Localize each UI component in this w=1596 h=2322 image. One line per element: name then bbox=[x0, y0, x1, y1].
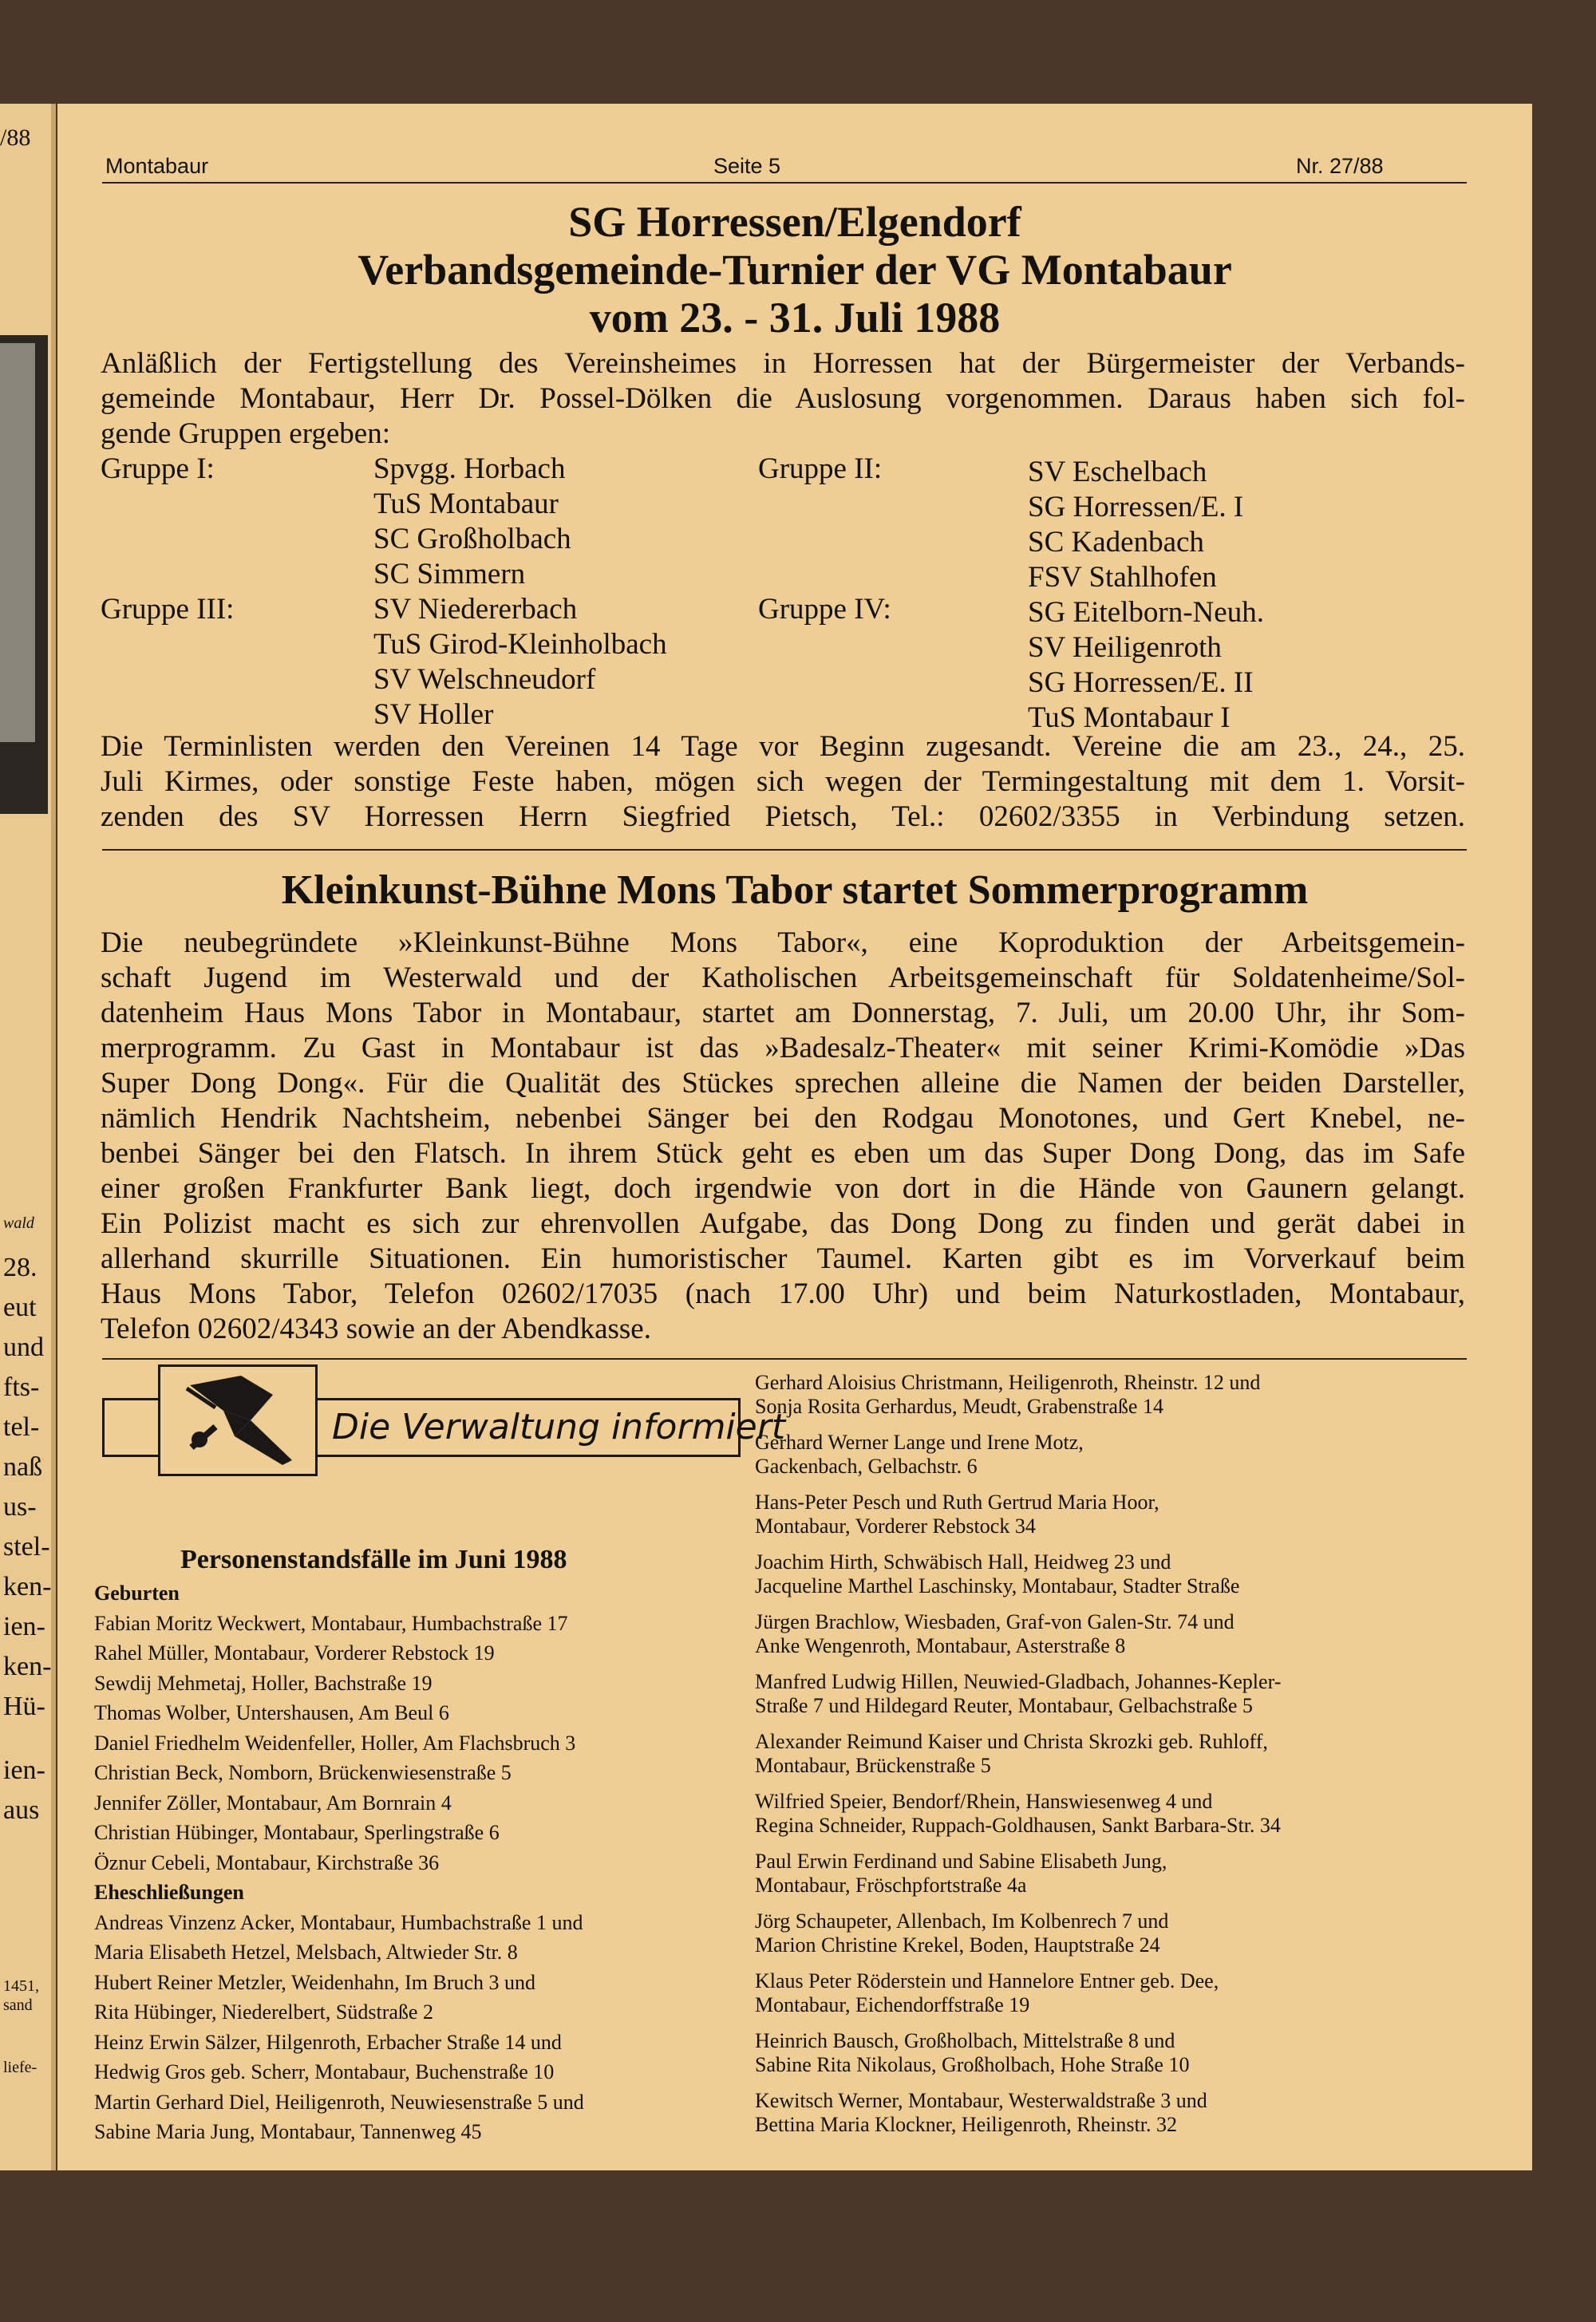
team: FSV Stahlhofen bbox=[1028, 561, 1217, 594]
team: SC Großholbach bbox=[373, 523, 571, 555]
tournament-headline: SG Horressen/Elgendorf bbox=[568, 198, 1021, 246]
article-line: Die neubegründete »Kleinkunst-Bühne Mons Tabor«, eine Koproduktion der Arbeitsgemein- bbox=[101, 926, 1465, 959]
record-line: Montabaur, Brückenstraße 5 bbox=[755, 1754, 991, 1777]
article-line: Haus Mons Tabor, Telefon 02602/17035 (nach 17.00 Uhr) und beim Naturkostladen, Montabaur, bbox=[101, 1277, 1465, 1310]
section-rule bbox=[102, 849, 1467, 851]
record-line: Montabaur, Fröschpfortstraße 4a bbox=[755, 1874, 1027, 1897]
article-line: schaft Jugend im Westerwald und der Katholischen Arbeitsgemeinschaft für Soldatenheime/Sol- bbox=[101, 962, 1465, 994]
adjacent-fragment: ken- bbox=[3, 1652, 52, 1681]
adjacent-fragment: ken- bbox=[3, 1572, 52, 1601]
adjacent-fragment: 28. bbox=[3, 1253, 38, 1282]
adjacent-fragment: tel- bbox=[3, 1412, 40, 1442]
intro-line: gende Gruppen ergeben: bbox=[101, 417, 391, 450]
record-line: Paul Erwin Ferdinand und Sabine Elisabeth Jung, bbox=[755, 1850, 1167, 1873]
record-line: Sewdij Mehmetaj, Holler, Bachstraße 19 bbox=[94, 1671, 433, 1695]
record-line: Klaus Peter Röderstein und Hannelore Entner geb. Dee, bbox=[755, 1969, 1219, 1992]
adjacent-fragment: und bbox=[3, 1333, 44, 1362]
record-line: Anke Wengenroth, Montabaur, Asterstraße 8 bbox=[755, 1634, 1126, 1657]
tournament-headline: vom 23. - 31. Juli 1988 bbox=[589, 294, 1001, 342]
team: SV Heiligenroth bbox=[1028, 631, 1222, 664]
group-label: Gruppe IV: bbox=[758, 593, 891, 626]
record-line: Jürgen Brachlow, Wiesbaden, Graf-von Galen-Str. 74 und bbox=[755, 1610, 1235, 1633]
record-line: Gerhard Aloisius Christmann, Heiligenroth, Rheinstr. 12 und bbox=[755, 1371, 1261, 1394]
record-line: Jörg Schaupeter, Allenbach, Im Kolbenrech 7 und bbox=[755, 1909, 1169, 1933]
header-page-number: Seite 5 bbox=[713, 154, 781, 178]
adjacent-fragment: naß bbox=[3, 1452, 43, 1482]
team: SC Kadenbach bbox=[1028, 526, 1204, 559]
record-line: Jennifer Zöller, Montabaur, Am Bornrain 4 bbox=[94, 1791, 452, 1815]
record-line: Alexander Reimund Kaiser und Christa Skrozki geb. Ruhloff, bbox=[755, 1730, 1268, 1753]
adjacent-fragment: us- bbox=[3, 1492, 37, 1522]
record-line: Maria Elisabeth Hetzel, Melsbach, Altwieder Str. 8 bbox=[94, 1941, 518, 1964]
record-line: Gerhard Werner Lange und Irene Motz, bbox=[755, 1431, 1084, 1454]
record-line: Rahel Müller, Montabaur, Vorderer Rebstock 19 bbox=[94, 1641, 495, 1664]
team: SG Horressen/E. II bbox=[1028, 666, 1254, 699]
team: SG Horressen/E. I bbox=[1028, 491, 1244, 523]
adjacent-photo-detail bbox=[0, 343, 35, 742]
record-line: Montabaur, Eichendorffstraße 19 bbox=[755, 1993, 1030, 2016]
record-line: Sabine Rita Nikolaus, Großholbach, Hohe Straße 10 bbox=[755, 2053, 1190, 2076]
logo-text: Die Verwaltung informiert bbox=[332, 1407, 786, 1447]
adjacent-fragment: Hü- bbox=[3, 1692, 45, 1721]
rubber-stamp-icon bbox=[168, 1371, 308, 1470]
section-rule bbox=[102, 1358, 1467, 1360]
record-line: Hedwig Gros geb. Scherr, Montabaur, Buchenstraße 10 bbox=[94, 2060, 555, 2083]
tournament-headline: Verbandsgemeinde-Turnier der VG Montabaur bbox=[358, 246, 1232, 294]
article-line: Telefon 02602/4343 sowie an der Abendkasse. bbox=[101, 1313, 651, 1345]
record-line: Christian Beck, Nomborn, Brückenwiesenstraße 5 bbox=[94, 1761, 512, 1784]
header-place: Montabaur bbox=[105, 154, 209, 178]
team: SV Niedererbach bbox=[373, 593, 578, 626]
group-label: Gruppe II: bbox=[758, 452, 883, 485]
article-line: allerhand skurrille Situationen. Ein humoristischer Taumel. Karten gibt es im Vorverkauf beim bbox=[101, 1242, 1465, 1275]
record-line: Wilfried Speier, Bendorf/Rhein, Hanswiesenweg 4 und bbox=[755, 1790, 1213, 1813]
team: TuS Montabaur I bbox=[1028, 701, 1231, 734]
record-line: Straße 7 und Hildegard Reuter, Montabaur, Gelbachstraße 5 bbox=[755, 1694, 1253, 1717]
section-label: Geburten bbox=[94, 1582, 180, 1605]
team: TuS Montabaur bbox=[373, 488, 559, 520]
record-line: Montabaur, Vorderer Rebstock 34 bbox=[755, 1514, 1036, 1538]
verwaltung-logo bbox=[102, 1364, 786, 1476]
adjacent-fragment: sand bbox=[3, 1996, 33, 2014]
record-line: Rita Hübinger, Niederelbert, Südstraße 2 bbox=[94, 2000, 433, 2024]
record-line: Kewitsch Werner, Montabaur, Westerwaldstraße 3 und bbox=[755, 2089, 1207, 2112]
team: SG Eitelborn-Neuh. bbox=[1028, 596, 1264, 629]
record-line: Öznur Cebeli, Montabaur, Kirchstraße 36 bbox=[94, 1850, 440, 1874]
intro-line: gemeinde Montabaur, Herr Dr. Possel-Dölken die Auslosung vorgenommen. Daraus haben sich fol- bbox=[101, 382, 1465, 415]
vital-statistics-title: Personenstandsfälle im Juni 1988 bbox=[180, 1545, 567, 1574]
adjacent-fragment: ien- bbox=[3, 1755, 45, 1785]
adjacent-fragment: stel- bbox=[3, 1532, 50, 1562]
record-line: Regina Schneider, Ruppach-Goldhausen, Sankt Barbara-Str. 34 bbox=[755, 1814, 1281, 1837]
record-line: Thomas Wolber, Untershausen, Am Beul 6 bbox=[94, 1701, 449, 1724]
record-line: Gackenbach, Gelbachstr. 6 bbox=[755, 1455, 978, 1478]
adjacent-fragment: liefe- bbox=[3, 2059, 38, 2076]
record-line: Bettina Maria Klockner, Heiligenroth, Rheinstr. 32 bbox=[755, 2113, 1177, 2136]
adjacent-fragment: wald bbox=[3, 1214, 34, 1232]
record-line: Daniel Friedhelm Weidenfeller, Holler, Am Flachsbruch 3 bbox=[94, 1731, 576, 1755]
article-line: merprogramm. Zu Gast in Montabaur ist das »Badesalz-Theater« mit seiner Krimi-Komödie »Das bbox=[101, 1032, 1465, 1064]
intro-line: Anläßlich der Fertigstellung des Vereinsheimes in Horressen hat der Bürgermeister der Verbands- bbox=[101, 347, 1465, 380]
adjacent-fragment: eut bbox=[3, 1293, 37, 1322]
record-line: Fabian Moritz Weckwert, Montabaur, Humbachstraße 17 bbox=[94, 1611, 568, 1635]
adjacent-fragment: fts- bbox=[3, 1372, 40, 1402]
record-line: Sabine Maria Jung, Montabaur, Tannenweg 45 bbox=[94, 2120, 482, 2143]
record-line: Jacqueline Marthel Laschinsky, Montabaur, Stadter Straße bbox=[755, 1574, 1240, 1597]
record-line: Christian Hübinger, Montabaur, Sperlingstraße 6 bbox=[94, 1821, 500, 1844]
adjacent-fragment: aus bbox=[3, 1795, 40, 1825]
header-rule bbox=[102, 182, 1467, 184]
closing-line: Die Terminlisten werden den Vereinen 14 Tage vor Beginn zugesandt. Vereine die am 23., 24., 25. bbox=[101, 730, 1465, 763]
article-line: einer großen Frankfurter Bank liegt, doch irgendwie von dort in die Hände von Gaunern gelangt. bbox=[101, 1172, 1465, 1205]
team: SV Eschelbach bbox=[1028, 456, 1207, 488]
team: SV Holler bbox=[373, 698, 494, 731]
article-line: benbei Sänger bei den Flatsch. In ihrem Stück geht es eben um das Super Dong Dong, das im Safe bbox=[101, 1137, 1465, 1170]
record-line: Hubert Reiner Metzler, Weidenhahn, Im Bruch 3 und bbox=[94, 1970, 536, 1994]
adjacent-fragment: ien- bbox=[3, 1612, 45, 1641]
closing-line: Juli Kirmes, oder sonstige Feste haben, mögen sich wegen der Termingestaltung mit dem 1. Vorsit- bbox=[101, 765, 1465, 798]
team: SV Welschneudorf bbox=[373, 663, 596, 696]
group-label: Gruppe I: bbox=[101, 452, 215, 485]
group-label: Gruppe III: bbox=[101, 593, 235, 626]
record-line: Manfred Ludwig Hillen, Neuwied-Gladbach, Johannes-Kepler- bbox=[755, 1670, 1282, 1693]
section-label: Eheschließungen bbox=[94, 1881, 244, 1904]
adjacent-fragment: 1451, bbox=[3, 1977, 39, 1995]
record-line: Hans-Peter Pesch und Ruth Gertrud Maria Hoor, bbox=[755, 1491, 1159, 1514]
closing-line: zenden des SV Horressen Herrn Siegfried Pietsch, Tel.: 02602/3355 in Verbindung setzen. bbox=[101, 800, 1465, 833]
record-line: Martin Gerhard Diel, Heiligenroth, Neuwiesenstraße 5 und bbox=[94, 2090, 584, 2114]
article-line: nämlich Hendrik Nachtsheim, nebenbei Sänger bei den Rodgau Monotones, und Gert Knebel, ne- bbox=[101, 1102, 1465, 1135]
record-line: Heinz Erwin Sälzer, Hilgenroth, Erbacher Straße 14 und bbox=[94, 2030, 562, 2054]
record-line: Joachim Hirth, Schwäbisch Hall, Heidweg 23 und bbox=[755, 1550, 1171, 1574]
adjacent-page-strip bbox=[0, 104, 56, 2170]
article-line: Ein Polizist macht es sich zur ehrenvollen Aufgabe, das Dong Dong zu finden und gerät dabei in bbox=[101, 1207, 1465, 1240]
record-line: Sonja Rosita Gerhardus, Meudt, Grabenstraße 14 bbox=[755, 1395, 1163, 1418]
record-line: Andreas Vinzenz Acker, Montabaur, Humbachstraße 1 und bbox=[94, 1910, 583, 1934]
newspaper-page bbox=[57, 104, 1532, 2170]
article-line: datenheim Haus Mons Tabor in Montabaur, startet am Donnerstag, 7. Juli, um 20.00 Uhr, ihr Som- bbox=[101, 997, 1465, 1029]
theater-headline: Kleinkunst-Bühne Mons Tabor startet Sommerprogramm bbox=[281, 867, 1309, 913]
adjacent-header: /88 bbox=[0, 124, 31, 151]
team: Spvgg. Horbach bbox=[373, 452, 566, 485]
header-issue: Nr. 27/88 bbox=[1296, 154, 1384, 178]
page-edge bbox=[51, 104, 56, 2170]
team: SC Simmern bbox=[373, 558, 526, 590]
record-line: Heinrich Bausch, Großholbach, Mittelstraße 8 und bbox=[755, 2029, 1175, 2052]
record-line: Marion Christine Krekel, Boden, Hauptstraße 24 bbox=[755, 1933, 1160, 1957]
team: TuS Girod-Kleinholbach bbox=[373, 628, 667, 661]
article-line: Super Dong Dong«. Für die Qualität des Stückes sprechen alleine die Namen der beiden Darsteller, bbox=[101, 1067, 1465, 1100]
